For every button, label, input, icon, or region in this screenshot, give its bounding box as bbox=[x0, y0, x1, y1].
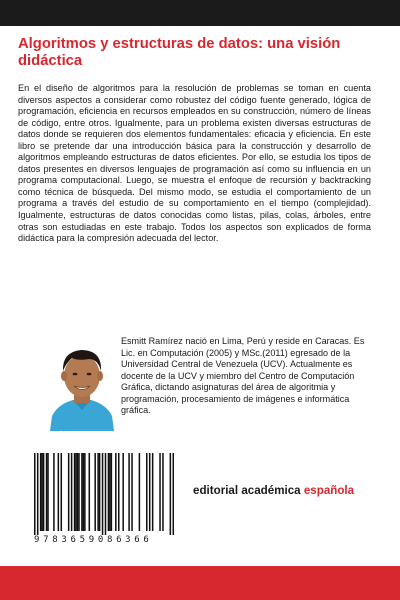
author-bio: Esmitt Ramírez nació en Lima, Perú y reside en Caracas. Es Lic. en Computación (2005) y MSc.(2011) egresado de la Universidad Central de Venezuela (UCV). Actualmente es docente de la UCV y miembro del Centro de Computación Gráfica, dictando asignaturas del área de algoritmia y programación, procesamiento de imágenes e informática gráfica. bbox=[121, 336, 365, 415]
barcode-bar bbox=[99, 453, 101, 531]
isbn-number: 9783659086366 bbox=[34, 535, 153, 545]
barcode-bar bbox=[111, 453, 113, 531]
book-abstract: En el diseño de algoritmos para la resolución de problemas se toman en cuenta diversos aspectos a considerar como robustez del código fuente generado, lógica de programación, eficiencia en recursos empleados en su construcción, número de líneas de código, entre otros. Igualmente, para un problema existen diversas estructuras de datos donde se requieren dos elementos fundamentales: eficacia y eficiencia. En este libro se pretende dar una introducción básica para la construcción y desarrollo de algoritmos empleando estructuras de datos eficientes. Por ello, se estudia los tipos de datos presentes en diversos lenguajes de programación así como su influencia en un programa computacional. Luego, se muestra el enfoque de recursión y backtracking como técnica de búsqueda. Del mismo modo, se estudia el comportamiento de un programa a través del estudio de su comportamiento en el tiempo (complejidad). Igualmente, estructuras de datos conocidas como listas, pilas, colas, árboles, entre otras son estudiadas en este trabajo. Todos los aspectos son explicados de forma didáctica para la compresión adecuada del lector. bbox=[18, 83, 371, 244]
barcode-bar bbox=[97, 453, 99, 531]
barcode-bar bbox=[43, 453, 45, 531]
barcode-bar bbox=[58, 453, 60, 531]
barcode-bar bbox=[78, 453, 80, 531]
barcode-bar bbox=[83, 453, 85, 531]
publisher-logo bbox=[193, 484, 354, 497]
barcode-bar bbox=[41, 453, 43, 531]
barcode-bar bbox=[47, 453, 49, 531]
publisher-name-accent: española bbox=[303, 484, 355, 497]
barcode-bar bbox=[40, 453, 42, 531]
bottom-band bbox=[0, 566, 400, 600]
barcode-bar bbox=[53, 453, 55, 531]
barcode-bar bbox=[173, 453, 174, 535]
barcode-bar bbox=[170, 453, 172, 535]
barcode-bar bbox=[75, 453, 77, 531]
barcode-bar bbox=[149, 453, 151, 531]
barcode-bar bbox=[105, 453, 107, 535]
barcode-bar bbox=[37, 453, 39, 535]
isbn-barcode bbox=[34, 453, 174, 535]
barcode-bar bbox=[159, 453, 161, 531]
barcode-bar bbox=[139, 453, 141, 531]
barcode-bar bbox=[61, 453, 63, 531]
top-band bbox=[0, 0, 400, 26]
barcode-bar bbox=[74, 453, 76, 531]
barcode-bar bbox=[146, 453, 148, 531]
barcode-bar bbox=[122, 453, 124, 531]
barcode-bar bbox=[68, 453, 70, 531]
barcode-bar bbox=[77, 453, 79, 531]
barcode-bar bbox=[131, 453, 133, 531]
publisher-name: editorial académica bbox=[193, 484, 304, 497]
barcode-bar bbox=[84, 453, 86, 531]
barcode-bar bbox=[46, 453, 48, 531]
barcode-bar bbox=[71, 453, 73, 531]
barcode-bar bbox=[94, 453, 96, 531]
book-title: Algoritmos y estructuras de datos: una visión didáctica bbox=[18, 36, 341, 69]
barcode-bar bbox=[162, 453, 164, 531]
barcode-bar bbox=[34, 453, 36, 535]
barcode-bar bbox=[109, 453, 111, 531]
barcode-bar bbox=[108, 453, 110, 531]
author-photo bbox=[48, 338, 116, 431]
barcode-bar bbox=[115, 453, 117, 531]
barcode-bar bbox=[128, 453, 130, 531]
barcode-bar bbox=[118, 453, 120, 531]
barcode-bar bbox=[102, 453, 104, 535]
barcode-bar bbox=[89, 453, 91, 531]
barcode-bar bbox=[152, 453, 154, 531]
barcode-bar bbox=[81, 453, 83, 531]
